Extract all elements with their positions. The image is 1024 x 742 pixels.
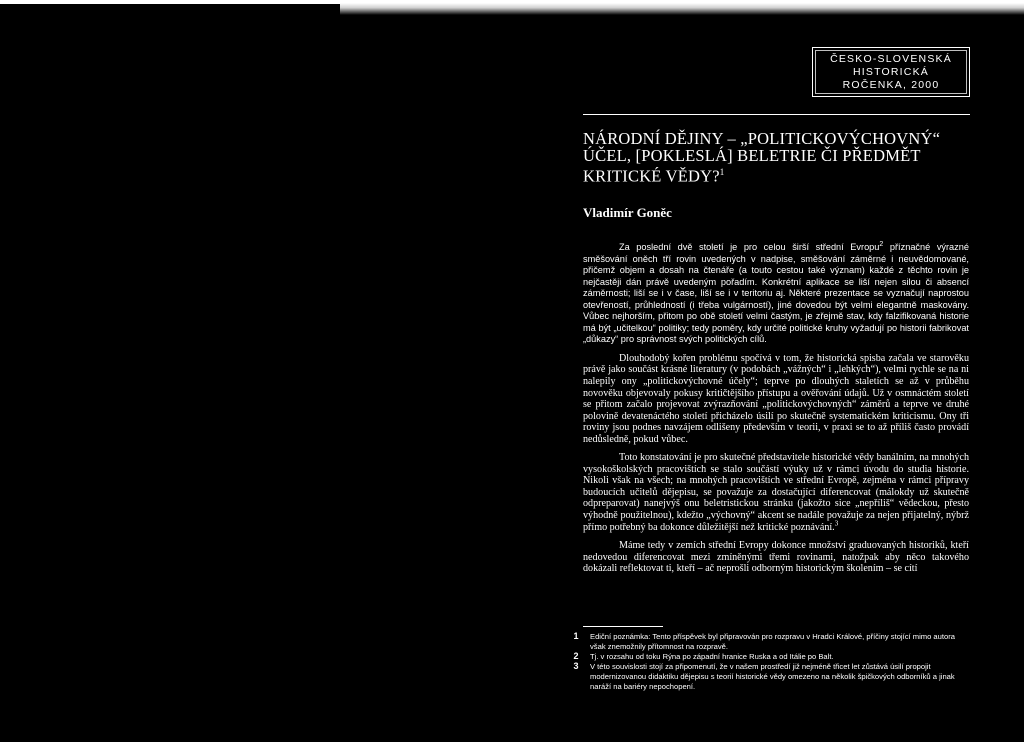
footnotes [569,632,971,692]
scan-edge-streak [340,3,1024,15]
title-line-3 [583,164,983,185]
paragraph-3 [583,452,969,533]
title-line-1: NÁRODNÍ DĚJINY – „POLITICKOVÝCHOVNÝ“ [583,129,941,148]
footnote-1 [569,632,971,652]
title-line-3-text: KRITICKÉ VĚDY? [583,166,720,186]
paragraph-4-text: Máme tedy v zemích střední Evropy dokonce množství graduovaných historiků, kteří nedovedou diferencovat mezi zmíněnými třemi rovinami, natožpak aby něco takového dokázali reflektovat ti, kteří – ač neprošli odborným historickým školením – se cítí [583,540,969,575]
paragraph-1-text-b: příznačné výrazné směšování oněch tří rovin uvedených v nadpise, směšování záměrné i neuvědomované, přičemž objem a dosah na čtenáře (a touto cestou také význam) každé z těchto rovin je nejčastěji dán právě uvedeným pořadím. Konkrétní aplikace se liší nejen silou či absencí záměrnosti; liší se i v čase, liší se i v teritoriu aj. Některé prezentace se vyznačují naprostou otevřeností, průhledností (i třeba vulgárností), jiné dovedou být velmi elegantně maskovány. Vůbec nejhorším, přitom po obě století velmi častým, je zřejmě stav, kdy falzifikovaná historie má být „učitelkou“ politiky; tedy poměry, kdy určité politické kruhy vyžadují po historii fabrikovat „důkazy“ pro správnost svých politických cílů. [583,242,969,345]
article-title [583,130,983,185]
paragraph-4 [583,540,969,575]
article-body [583,242,969,575]
journal-name-box [812,47,970,97]
header-rule [583,114,970,115]
footnote-1-text: Ediční poznámka: Tento příspěvek byl připravován pro rozpravu v Hradci Králové, příčiny stojící mimo autora však znemožnily přítomnost na rozpravě. [590,632,955,651]
footnote-1-mark: 1 [573,631,579,641]
footnote-3 [569,662,971,692]
journal-name-line-2: HISTORICKÁ [853,66,929,78]
footnote-ref-2: 2 [879,240,884,248]
footnote-3-mark: 3 [573,661,579,671]
footnote-2-mark: 2 [573,651,579,661]
paragraph-1-text-a: Za poslední dvě století je pro celou širší střední Evropu [619,242,880,252]
footnote-2-text: Tj. v rozsahu od toku Rýna po západní hranice Ruska a od Itálie po Balt. [590,652,834,661]
journal-name-line-3: ROČENKA, 2000 [842,79,940,91]
paragraph-1 [583,242,969,346]
journal-name-line-1: ČESKO-SLOVENSKÁ [830,53,952,65]
title-line-2: ÚČEL, [POKLESLÁ] BELETRIE ČI PŘEDMĚT [583,146,921,165]
footnote-ref-3: 3 [834,519,839,528]
footnote-2 [569,652,971,662]
author-name: Vladimír Goněc [583,205,672,220]
paragraph-2-text: Dlouhodobý kořen problému spočívá v tom, že historická spisba začala ve starověku právě jako součást krásné literatury (v podobách „vážných“ i „lehkých“), velmi rychle se na ni nalepily ony „politickovýchovné účely“; teprve po dlouhých staletích se až v průběhu novověku objevovaly pokusy kritičtějšího přístupu a ověřování údajů. Už v osmnáctém století se přitom začalo projevovat zvýrazňování „politickovýchovných“ záměrů a teprve ve druhé polovině devatenáctého století přicházelo úsilí po skutečně systematickém kriticismu. Ony tři roviny jsou podnes navzájem odlišeny především v teorii, v praxi se to až příliš často provádí nedůsledně, pokud vůbec. [583,352,969,445]
paragraph-2 [583,353,969,445]
footnote-3-text: V této souvislosti stojí za připomenutí, že v našem prostředí již nejméně třicet let zůstává úsilí propojit modernizovanou didaktiku dějepisu s teorií historické vědy omezeno na několik špičkových odborníků a jinak naráží na bariéry nepochopení. [590,662,955,691]
paragraph-3-text: Toto konstatování je pro skutečné představitele historické vědy banálním, na mnohých vysokoškolských pracovištích se stalo součástí výuky už v rámci úvodu do studia historie. Nikoli však na všech; na mnohých pracovištích ve střední Evropě, zejména v rámci přípravy budoucích učitelů dějepisu, se považuje za dostačující diferencovat (málokdy už skutečně odpreparovat) nanejvýš onu beletristickou stránku (jakožto sice „nepříliš“ vědeckou, přesto výhodně použitelnou), kdežto „výchovný“ akcent se nadále považuje za nejen přijatelný, nýbrž přímo potřebný ba dokonce důležitější než kritické poznávání. [583,452,969,533]
title-footnote-ref: 1 [719,167,725,177]
footnote-separator [583,626,663,627]
